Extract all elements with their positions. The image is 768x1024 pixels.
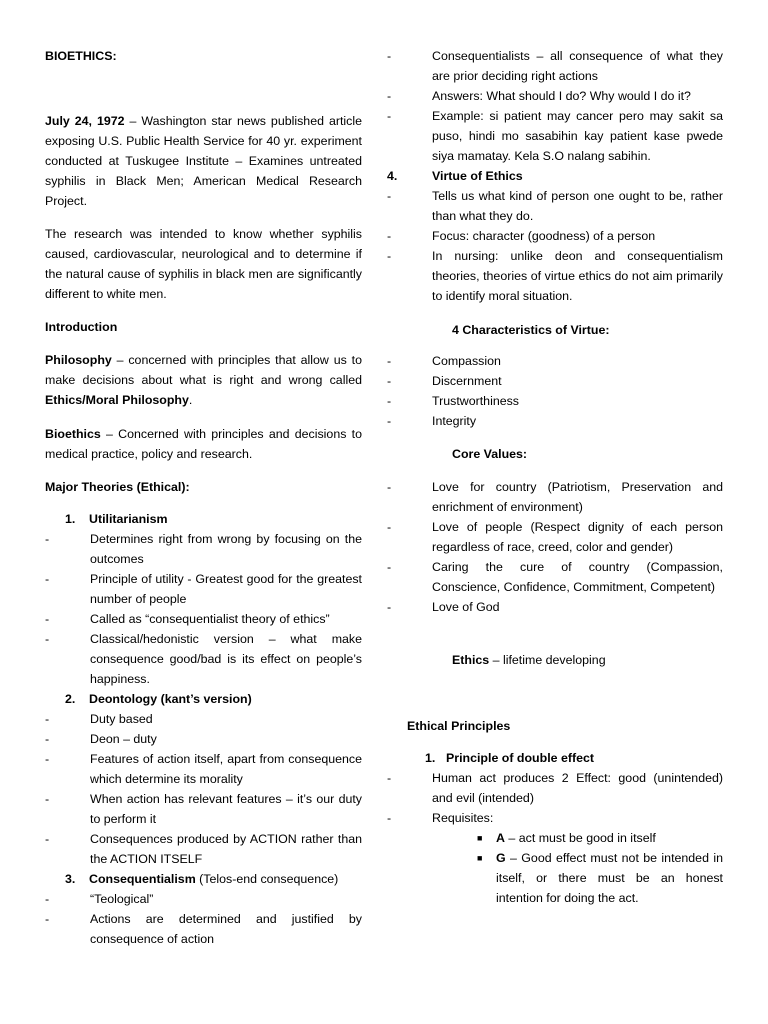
research-paragraph: The research was intended to know whether syphilis caused, cardiovascular, neurological and to determine if the natural cause of syphilis in black men are significantly different to white men.: [45, 227, 362, 301]
bioethics-term: Bioethics: [45, 427, 101, 441]
core-values-list: [407, 477, 723, 617]
list-item: - Human act produces 2 Effect: good (unintended) and evil (intended): [387, 768, 723, 808]
list-item: - Features of action itself, apart from consequence which determine its morality: [45, 749, 362, 789]
date-label: July 24, 1972: [45, 114, 125, 128]
list-item: - Answers: What should I do? Why would I do it?: [387, 86, 723, 106]
ethics-moral-term: Ethics/Moral Philosophy: [45, 393, 189, 407]
list-item: - Duty based: [45, 709, 362, 729]
list-item: - Deon – duty: [45, 729, 362, 749]
principle-heading-double-effect: 1. Principle of double effect: [425, 751, 595, 765]
list-item: - Example: si patient may cancer pero may sakit sa puso, hindi mo sasabihin kay patient kase pwede siya mamatay. Kela S.O nalang sabihin.: [387, 106, 723, 166]
list-item: - When action has relevant features – it’s our duty to perform it: [45, 789, 362, 829]
philosophy-term: Philosophy: [45, 353, 112, 367]
bioethics-paragraph: Bioethics – Concerned with principles and decisions to medical practice, policy and research.: [45, 427, 362, 461]
list-item: - Principle of utility - Greatest good for the greatest number of people: [45, 569, 362, 609]
theories-list: [45, 509, 362, 949]
tuskegee-paragraph: [45, 111, 362, 211]
tuskegee-text: – Washington star news published article exposing U.S. Public Health Service for 40 yr. experiment conducted at Tuskugee Institute – Examines untreated syphilis in Black Men; American Medical Research Project.: [45, 114, 363, 208]
theory-heading-deontology: 2. Deontology (kant’s version): [65, 692, 252, 706]
virtue-characteristics-list: [407, 351, 723, 431]
theory-heading-virtue-ethics: 4. Virtue of Ethics: [387, 169, 523, 183]
list-item: - Consequentialists – all consequence of what they are prior deciding right actions: [387, 46, 723, 86]
list-item: - Focus: character (goodness) of a person: [387, 226, 723, 246]
list-item: - Love of God: [387, 597, 723, 617]
theory-heading-utilitarianism: 1. Utilitarianism: [65, 512, 168, 526]
list-item: - Love for country (Patriotism, Preservation and enrichment of environment): [387, 477, 723, 517]
principles-list: [407, 748, 723, 908]
consequentialism-continued-list: [387, 46, 723, 306]
ethical-principles-heading: Ethical Principles: [407, 719, 511, 733]
list-item: - Compassion: [387, 351, 723, 371]
list-item: - Classical/hedonistic version – what make consequence good/bad is its effect on people’s happiness.: [45, 629, 362, 689]
ethics-term: Ethics: [452, 653, 490, 667]
virtue-characteristics-heading: 4 Characteristics of Virtue:: [452, 323, 610, 337]
list-item: - Tells us what kind of person one ought to be, rather than what they do.: [387, 186, 723, 226]
list-item: - Caring the cure of country (Compassion, Conscience, Confidence, Commitment, Competent): [387, 557, 723, 597]
list-item: - Called as “consequentialist theory of ethics”: [45, 609, 362, 629]
list-item: - “Teological”: [45, 889, 362, 909]
list-item: - Trustworthiness: [387, 391, 723, 411]
list-item: - Requisites:: [387, 808, 723, 828]
ethics-lifetime-line: Ethics – lifetime developing: [452, 653, 606, 667]
requisite-g: ■ G – Good effect must not be intended in itself, or there must be an honest intention for doing the act.: [407, 848, 723, 908]
list-item: - Determines right from wrong by focusing on the outcomes: [45, 529, 362, 569]
list-item: - Integrity: [387, 411, 723, 431]
theory-heading-consequentialism: 3. Consequentialism (Telos-end consequence): [65, 872, 339, 886]
list-item: - In nursing: unlike deon and consequentialism theories, theories of virtue ethics do not aim primarily to identify moral situation.: [387, 246, 723, 306]
core-values-heading: Core Values:: [452, 447, 528, 461]
list-item: - Actions are determined and justified by consequence of action: [45, 909, 362, 949]
requisite-a: ■ A – act must be good in itself: [407, 828, 723, 848]
list-item: - Discernment: [387, 371, 723, 391]
philosophy-paragraph: Philosophy – concerned with principles that allow us to make decisions about what is right and wrong called Ethics/Moral Philosophy.: [45, 353, 362, 407]
list-item: - Consequences produced by ACTION rather than the ACTION ITSELF: [45, 829, 362, 869]
introduction-heading: Introduction: [45, 320, 118, 334]
list-item: - Love of people (Respect dignity of each person regardless of race, creed, color and gender): [387, 517, 723, 557]
major-theories-heading: Major Theories (Ethical):: [45, 480, 190, 494]
document-title: BIOETHICS:: [45, 49, 117, 63]
